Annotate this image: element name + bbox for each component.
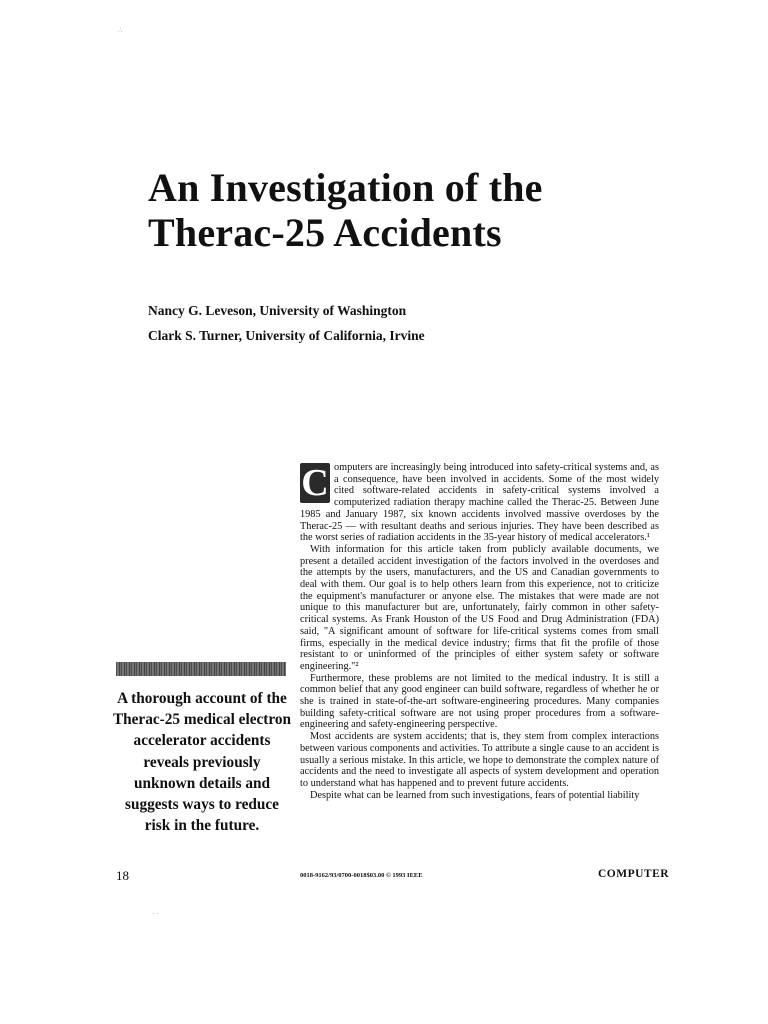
paragraph-4: Most accidents are system accidents; that is, they stem from complex interactions between various components and activities. To attribute a single cause to an accident is usually a serious mistake. In this article, we hope to demonstrate the complex nature of accidents and the need to investigate all aspects of system development and operation to understand what has happened and to prevent future accidents. [300, 731, 659, 789]
page-number: 18 [116, 868, 129, 883]
paragraph-1 [300, 462, 659, 544]
copyright-line: 0018-9162/93/0700-0018$03.00 © 1993 IEEE [300, 872, 423, 879]
title-line-1: An Investigation of the [148, 165, 543, 210]
drop-cap: C [301, 462, 329, 504]
paragraph-1-text: omputers are increasingly being introduced into safety-critical systems and, as a consequence, have been involved in accidents. Some of the most widely cited software-related accidents in safety-critical systems involved a computerized radiation therapy machine called the Therac-25. Between June 1985 and January 1987, six known accidents involved massive overdoses by the Therac-25 — with resultant deaths and serious injuries. They have been described as the worst series of radiation accidents in the 35-year history of medical accelerators.¹ [300, 462, 659, 544]
scan-speck-bottom: · · [152, 910, 159, 918]
pull-quote: A thorough account of the Therac-25 medical electron accelerator accidents reveals previously unknown details and suggests ways to reduce risk in the future. [112, 690, 292, 835]
author-line-2: Clark S. Turner, University of California, Irvine [148, 328, 425, 343]
journal-name: COMPUTER [598, 868, 670, 880]
title-line-2: Therac-25 Accidents [148, 210, 502, 255]
decorative-shade-bar [116, 662, 286, 676]
scan-speck-top: ∴ [118, 26, 123, 34]
paragraph-2: With information for this article taken from publicly available documents, we present a detailed accident investigation of the factors involved in the overdoses and the attempts by the users, manufacturers, and the US and Canadian governments to deal with them. Our goal is to help others learn from this experience, not to criticize the equipment's manufacturer or anyone else. The mistakes that were made are not unique to this manufacturer but are, unfortunately, fairly common in other safety-critical systems. As Frank Houston of the US Food and Drug Administration (FDA) said, "A significant amount of software for life-critical systems comes from small firms, especially in the medical device industry; firms that fit the profile of those resistant to or uninformed of the principles of either system safety or software engineering."² [300, 543, 659, 672]
author-line-1: Nancy G. Leveson, University of Washington [148, 303, 407, 318]
article-body [300, 462, 659, 801]
paragraph-3: Furthermore, these problems are not limited to the medical industry. It is still a common belief that any good engineer can build software, regardless of whether he or she is trained in state-of-the-art software-engineering procedures. Many companies building safety-critical software are not using proper procedures from a software-engineering and safety-engineering perspective. [300, 672, 659, 731]
paragraph-5: Despite what can be learned from such investigations, fears of potential liability [310, 789, 640, 801]
article-title [148, 165, 708, 255]
author-block [148, 298, 425, 348]
